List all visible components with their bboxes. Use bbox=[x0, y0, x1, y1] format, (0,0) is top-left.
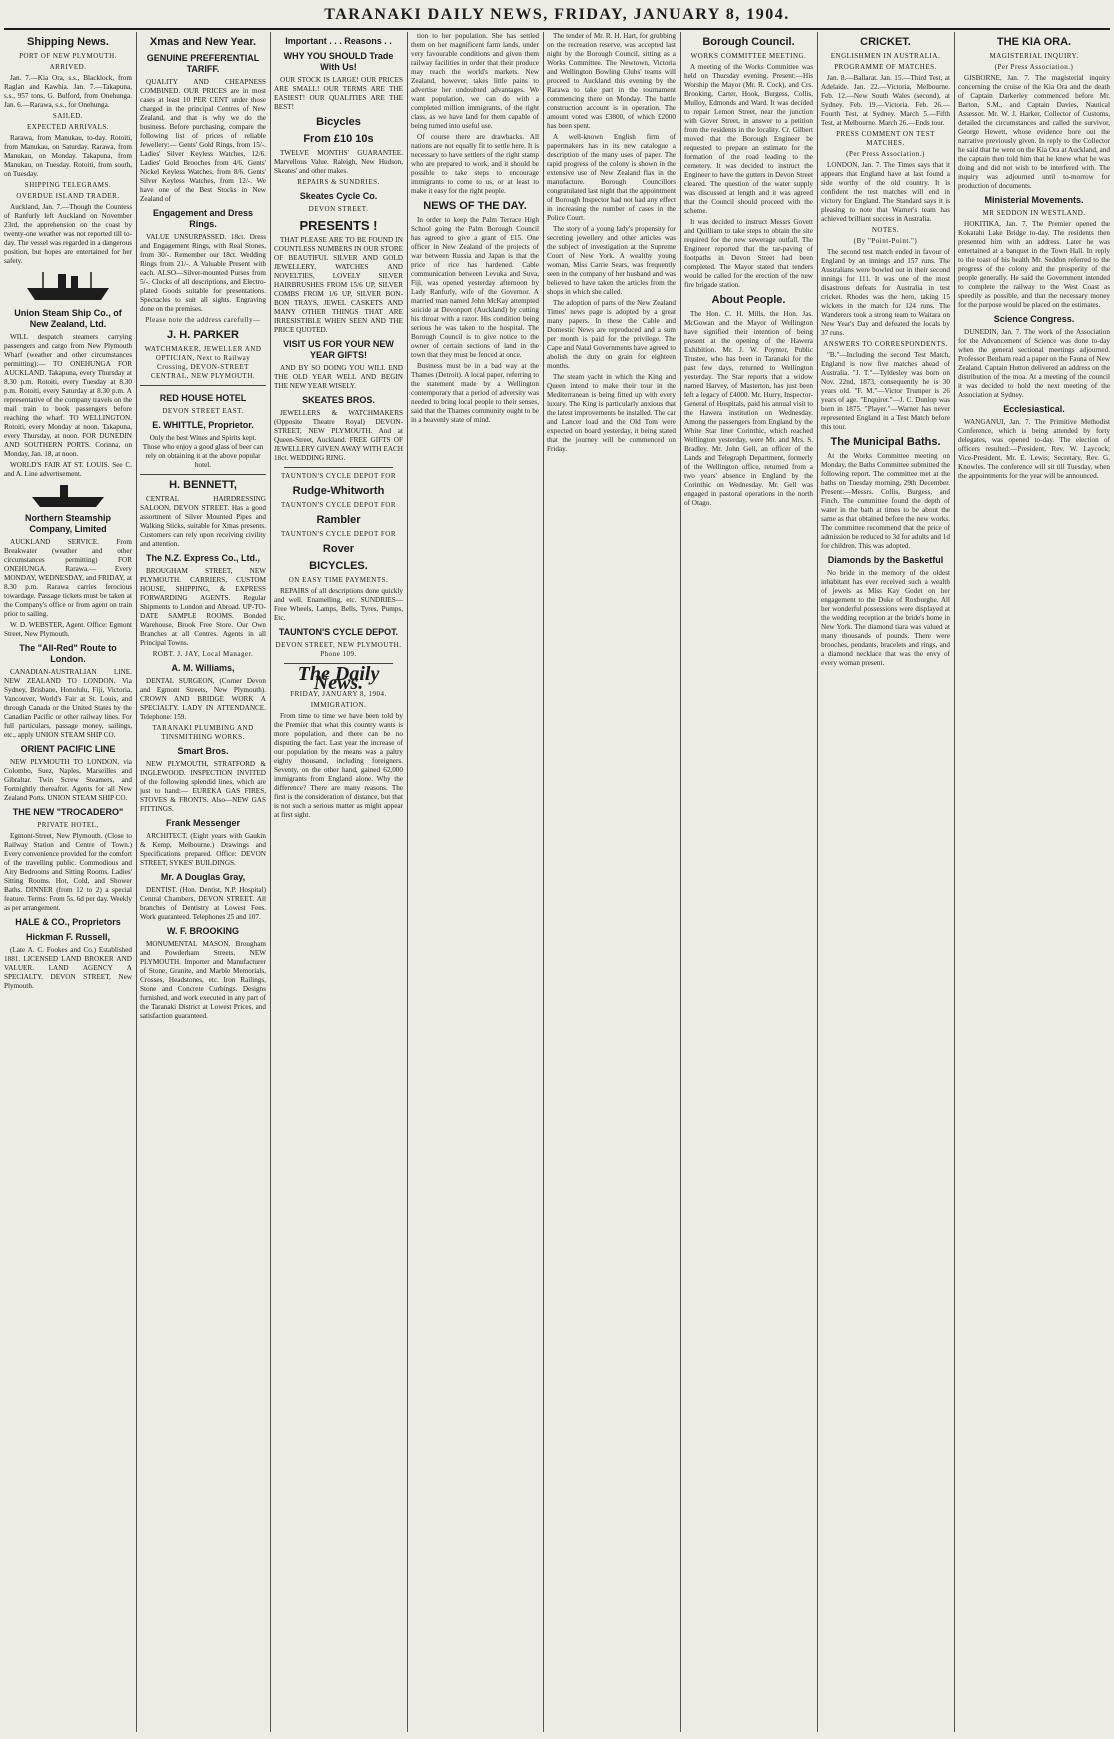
column-8 bbox=[958, 32, 1110, 1732]
all-red-route-heading: The "All-Red" Route to London. bbox=[19, 643, 117, 664]
trade-text: OUR STOCK IS LARGE! OUR PRICES ARE SMALL! OUR TERMS ARE THE EASIEST! OUR QUALITIES ARE THE BEST! bbox=[274, 76, 403, 111]
column-2 bbox=[140, 32, 266, 1732]
overdue-heading: OVERDUE ISLAND TRADER. bbox=[16, 192, 120, 200]
tauntons-text: DEVON STREET, NEW PLYMOUTH. Phone 109. bbox=[275, 641, 402, 658]
shipping-heading: Shipping News. bbox=[27, 36, 109, 48]
news-text: The story of a young lady's propensity for secreting jewellery and other articles was the subject of investigation at the Supreme Court of New York. A wealthy young woman, Miss Carrie Sears, was frequently seen in the company of her husband and was believed to have taken the articles from the shops in which she called. bbox=[547, 225, 676, 296]
column-rule bbox=[270, 32, 271, 1732]
hickman-text: (Late A. C. Fookes and Co.) Established 1881. LICENSED LAND BROKER AND VALUER. LAND AGENCY A SPECIALTY. DEVON STREET, New Plymouth. bbox=[4, 946, 132, 990]
smart-bros-text: NEW PLYMOUTH, STRATFORD & INGLEWOOD. INSPECTION INVITED of the following splendid lines, which are just to hand:— EUREKA GAS FIRES, STOVES & FRONTS. Also—NEW GAS FITTINGS. bbox=[140, 760, 266, 813]
important-reasons-heading: Important . . . Reasons . . bbox=[285, 36, 392, 46]
orient-pacific-text: NEW PLYMOUTH TO LONDON, via Colombo, Suez, Naples, Marseilles and Gibraltar. Twin Screw Steamers, and Fortnightly thereafter. Agents for all New Zealand Ports. UNION STEAM SHIP CO. bbox=[4, 758, 132, 802]
ministerial-sub: MR SEDDON IN WESTLAND. bbox=[982, 209, 1086, 217]
divider bbox=[284, 467, 393, 468]
column-rule bbox=[680, 32, 681, 1732]
trocadero-heading: THE NEW "TROCADERO" bbox=[12, 807, 124, 817]
borough-council-sub: WORKS COMMITTEE MEETING. bbox=[690, 52, 807, 60]
cricket-sub: ENGLISHMEN IN AUSTRALIA. bbox=[830, 52, 941, 60]
news-text: A well-known English firm of papermakers has in its new catalogue a description of the many uses of paper. The rapid progress of the colony is shown in the extensive use of New Zealand flax in the manufacture. Borough Councillors congratulated last night that the appointment of Borough Inspector had not had any effect in increasing the number of cases in the Police Court. bbox=[547, 133, 676, 222]
tauntons-for-3: TAUNTON'S CYCLE DEPOT FOR bbox=[280, 530, 397, 538]
tauntons-heading: TAUNTON'S CYCLE DEPOT. bbox=[278, 627, 399, 637]
hale-heading: HALE & CO., Proprietors bbox=[15, 917, 121, 927]
programme-text: Jan. 8.—Ballarat. Jan. 15.—Third Test, at Adelaide. Jan. 22.—Victoria, Melbourne. Feb. 12.—New South Wales (second), at Sydney. Feb. 19.—Victoria. Feb. 26.—Fourth Test, at Sydney. March 5.—Fifth Test, at Melbourne. March 26.—Ends tour. bbox=[821, 74, 950, 127]
all-red-route-text: CANADIAN-AUSTRALIAN LINE. NEW ZEALAND TO LONDON. Via Sydney, Brisbane, Honolulu, Fiji, Victoria, Vancouver, World's Fair at St. Louis, and through Canada or the United States by the Canadian Pacific or other railway lines. For full particulars, passage money, sailings, etc., apply UNION STEAM SHIP CO. bbox=[4, 668, 132, 739]
arrived-text: Jan. 7.—Kia Ora, s.s., Blacklock, from Raglan and Kawhia. Jan. 7.—Takapuna, s.s., 957 tons, G. Bulford, from Onehunga. Jan. 6.—Rarawa, s.s., for Onehunga. bbox=[4, 74, 132, 109]
kia-ora-heading: THE KIA ORA. bbox=[996, 36, 1072, 48]
immigration-heading: IMMIGRATION. bbox=[310, 701, 367, 709]
xmas-text: QUALITY AND CHEAPNESS COMBINED. OUR PRICES are in most cases at least 10 PER CENT under those charged in the principal Centres of New Zealand, and that is why we do the business. Before purchasing, compare the following list of prices of reliable Jewellery:— Gents' Gold Rings, from 15/-. Ladies' Silver Keyless Watches, 12/6. Ladies' Gold Brooches from 4/6. Gents' Nickel Keyless Watches, from 8/6. Gents' Silver Keyless Watches, from 12/-. We have one of the Best Stocks in New Zealand of bbox=[140, 78, 266, 203]
bennett-heading: H. BENNETT, bbox=[169, 479, 237, 491]
answers-text: "B."—Including the second Test Match, England is now five matches ahead of Australia. "J. T."—Tyldesley was born on Nov. 22nd, 1873, consequently he is 30 years old. "F. M."—Victor Trumper is 26 years of age. "Enquirer."—J. C. Dunlop was born in 1875. "Player."—Warner has never represented England in a Test Match before this tour. bbox=[821, 351, 950, 431]
news-text: Business must be in a bad way at the Thames (Detroit). A local paper, referring to the statement made by a Wellington contemporary that a period of adversity was needed to bring local people to their senses, said that the Thames community ought to be in a heavenly state of mind. bbox=[411, 362, 539, 424]
red-house-heading: RED HOUSE HOTEL bbox=[159, 393, 247, 403]
ecclesiastical-heading: Ecclesiastical. bbox=[1003, 404, 1065, 414]
sailed-label: SAILED. bbox=[52, 112, 84, 120]
cricket-text: LONDON, Jan. 7. The Times says that it appears that England have at last found a side worthy of the old country. It is confident the test matches will end in victory for England. The Standard says it is pleasing to note that Warner's team has achieved brilliant success in Australia. bbox=[821, 161, 950, 223]
kia-ora-sub: MAGISTERIAL INQUIRY. bbox=[989, 52, 1079, 60]
xmas-heading: Xmas and New Year. bbox=[149, 36, 257, 48]
notes-sub: (By "Point-Point.") bbox=[853, 237, 918, 245]
borough-text: A meeting of the Works Committee was held on Thursday evening. Present:—His Worship the Mayor (Mr. R. Cock), and Crs. Brooking, Carter, Hook, Burgess, Collis, Mulloy, Edmonds and Ward. It was decided to repair Lemon Street, near the junction with Gover Street, in answer to a petition from the residents in the locality. Cr. Gilbert moved that the Borough Engineer be requested to prepare an estimate for the formation of the road leading to the cemetery. It was decided to instruct the Engineer to have the gutters in Devon Street cleared. The question of the water supply was discussed at length and it was agreed that the Council should proceed with the scheme. bbox=[684, 63, 813, 215]
immigration-text: From time to time we have been told by the Premier that what this country wants is more population, and there can be no disputing the fact. Last year the increase of our population by the means was a paltry eighty thousand, including foreigners. Seventy, on the other hand, gained 62,000 immigrants from England alone. Why the difference? There are many reasons. The first is the consideration of distance, but that is not such a serious matter as might appear at first sight. bbox=[274, 712, 403, 819]
red-house-sub: DEVON STREET EAST. bbox=[162, 407, 244, 415]
whittle-text: Only the best Wines and Spirits kept. Those who enjoy a good glass of beer can rely on obtaining it at the above popular hotel. bbox=[142, 434, 264, 469]
ecclesiastical-text: WANGANUI, Jan. 7. The Primitive Methodist Conference, which is being attended by forty delegates, was opened to-day. The election of officers resulted:—President, Rev. W. Laycock; Vice-President, Mr. E. Lewis; Secretary, Rev. G. Knowles. The conference will sit till Tuesday, when the appointments for the year will be announced. bbox=[958, 418, 1110, 480]
easy-payments: ON EASY TIME PAYMENTS. bbox=[288, 576, 389, 584]
rover-heading: Rover bbox=[322, 543, 355, 555]
gray-heading: Mr. A Douglas Gray, bbox=[160, 872, 246, 882]
visit-text: AND BY SO DOING YOU WILL END THE OLD YEAR WELL AND BEGIN THE NEW YEAR WISELY. bbox=[274, 364, 403, 390]
trocadero-text: Egmont-Street, New Plymouth. (Close to Railway Station and Centre of Town.) Every convenience provided for the comfort of the travelling public. Commodious and Airy Bedrooms and Sitting Rooms. Ladies' Sitting Rooms. Hot, Cold, and Shower Baths. DINNER (from 12 to 2) a special feature. Terms: From 5s. 6d per day. Weekly as per arrangement. bbox=[4, 832, 132, 912]
column-rule bbox=[817, 32, 818, 1732]
telegrams-label: SHIPPING TELEGRAMS. bbox=[24, 181, 112, 189]
skeates-cycle-heading: Skeates Cycle Co. bbox=[299, 191, 378, 201]
ministerial-heading: Ministerial Movements. bbox=[984, 195, 1084, 205]
skeates-bros-text: JEWELLERS & WATCHMAKERS (Opposite Theatre Royal) DEVON-STREET, NEW PLYMOUTH. And at Queen-Street, Auckland. FREE GIFTS OF JEWELLERY GIVEN AWAY WITH EACH 18ct. WEDDING RING. bbox=[274, 409, 403, 462]
easy-text: REPAIRS of all descriptions done quickly and well. Enamelling, etc. SUNDRIES—Free Wheels, Lamps, Bells, Tyres, Pumps, Etc. bbox=[274, 587, 403, 622]
ministerial-text: HOKITIKA, Jan. 7. The Premier opened the Kokatahi Lake Bridge to-day. The residents then presented him with an address. Later he was entertained at a banquet in the Town Hall. In reply to the toast of his health Mr. Seddon referred to the progress of the colony and the prosperity of the people generally. He said the Government intended to complete the railway to the West Coast as speedily as possible, and that the necessary money for the purpose would be placed on the estimates. bbox=[958, 220, 1110, 309]
brooking-heading: W. F. BROOKING bbox=[167, 926, 239, 936]
municipal-baths-text: At the Works Committee meeting on Monday, the Baths Committee submitted the following report. The committee met at the baths on Tuesday morning, 29th December. Present:—Messrs. Collis, Burgess, and Finch. The committee found the depth of water in the bath at times to be about the same as that obtained before the new works. The committee recommend that the price of admission be reduced to 3d for adults and 1d for children. This was adopted. bbox=[821, 452, 950, 550]
science-congress-text: DUNEDIN, Jan. 7. The work of the Association for the Advancement of Science was done to-day when the general sectional meetings adjourned. Professor Benham read a paper on the Fauna of New Zealand. Captain Hutton delivered an address on the distribution of the moa. At a meeting of the council it was decided to hold the next meeting of the Association at Sydney. bbox=[958, 328, 1110, 399]
notes-text: The second test match ended in favour of England by an innings and 157 runs. The Australians were bowled out in their second innings for 111. It was one of the most disastrous defeats for Australia in test cricket. Rhodes was the hero, taking 15 wickets in the match for 124 runs. The Wanderers took a strong team to Waitara on New Year's Day and defeated the locals by 37 runs. bbox=[821, 248, 950, 337]
steamship-icon bbox=[28, 483, 108, 509]
repairs-label: REPAIRS & SUNDRIES. bbox=[297, 178, 380, 186]
news-text: In order to keep the Palm Terrace High School going the Palm Borough Council has agreed to give a grant of £15. One officer in New Zealand of the projects of war between Russia and Japan is that the price of rice has hardened. Cable communication between Levuka and Suva, Fiji, was opened yesterday afternoon by Lady Ranfurly, wife of the Governor. A married man named John McKay attempted suicide at Devonport (Auckland) by cutting his throat with a razor. His condition being serious he was taken to the hospital. The Borough Council is to give notice to the owner of certain sections of land in the town that they must be fenced at once. bbox=[411, 216, 539, 359]
worlds-fair-text: WORLD'S FAIR AT ST. LOUIS. See C. and A. Line advertisement. bbox=[4, 461, 132, 478]
parker-text: WATCHMAKER, JEWELLER AND OPTICIAN, Next to Railway Crossing, DEVON-STREET CENTRAL, NEW PLYMOUTH. bbox=[144, 345, 262, 380]
bicycles-text: TWELVE MONTHS' GUARANTEE. Marvellous Value. Raleigh, New Hudson, Skeates' and other makes. bbox=[274, 149, 403, 175]
programme-heading: PROGRAMME OF MATCHES. bbox=[834, 63, 937, 71]
visit-heading: VISIT US FOR YOUR NEW YEAR GIFTS! bbox=[283, 339, 394, 360]
skeates-cycle-sub: DEVON STREET. bbox=[308, 205, 369, 213]
column-5 bbox=[547, 32, 676, 1732]
engagement-text: VALUE UNSURPASSED. 18ct. Dress and Engagement Rings, with Real Stones, from 30/-. Remember our 18ct. Wedding Rings from 21/-. A Valuable Present with each. ALSO—Silver-mounted Purses from 5/-. Clocks of all descriptions, and Electro-plated Goods suitable for presentations. Spectacles to suit all sights. Engraving done on the premises. bbox=[140, 233, 266, 313]
column-6 bbox=[684, 32, 813, 1732]
engagement-heading: Engagement and Dress Rings. bbox=[152, 208, 254, 229]
municipal-baths-heading: The Municipal Baths. bbox=[830, 436, 941, 448]
news-text: The adoption of parts of the New Zealand Times' news page is adopted by a great many papers. In these the Cable and Domestic News are reproduced and a sum per month is paid for the privilege. The Cape and Natal Governments have agreed to abolish the duty on grain for eighteen months. bbox=[547, 299, 676, 370]
hickman-heading: Hickman F. Russell, bbox=[25, 932, 111, 942]
science-congress-heading: Science Congress. bbox=[993, 314, 1075, 324]
northern-agent: W. D. WEBSTER, Agent. Office: Egmont Street, New Plymouth. bbox=[4, 621, 132, 638]
arrived-label: ARRIVED. bbox=[49, 63, 87, 71]
diamonds-text: No bride in the memory of the oldest inhabitant has ever received such a wealth of jewels as Miss Kay Godet on her engagement to the Duke of Roxburghe. All her wonderful possessions were displayed at the wedding reception at the bride's home in New York. The diamond tiara was valued at many thousands of pounds. There were brooches, pendants, bracelets and rings, and a diamond necklace that was the envy of every woman present. bbox=[821, 569, 950, 667]
trade-heading: WHY YOU SHOULD Trade With Us! bbox=[283, 51, 394, 72]
williams-heading: A. M. Williams, bbox=[171, 663, 235, 673]
bennett-text: CENTRAL HAIRDRESSING SALOON, DEVON STREET. Has a good assortment of Silver Mounted Pipes and Walking Sticks, suitable for Xmas presents. Customers can rely upon receiving civility and attention. bbox=[140, 495, 266, 548]
parker-heading: J. H. PARKER bbox=[167, 329, 239, 341]
kia-ora-text: GISBORNE, Jan. 7. The magisterial inquiry concerning the cruise of the Kia Ora and the death of Captain Darkerley commenced before Mr. Barton, S.M., and Captain Davies, Nautical Assessor. Mr. W. J. Harker, Collector of Customs, detailed the circumstances and called the survivor, George Hewett, whose evidence bore out the narrative previously given. In reply to the Collector he said that he went on the Kia Ora at Auckland, and the captain then told him that he knew what he was doing and did not wish to be interfered with. The inquiry was adjourned until to-morrow for production of documents. bbox=[958, 74, 1110, 190]
column-3 bbox=[274, 32, 403, 1732]
about-people-heading: About People. bbox=[711, 294, 786, 306]
answers-heading: ANSWERS TO CORRESPONDENTS. bbox=[823, 340, 948, 348]
trocadero-sub: PRIVATE HOTEL, bbox=[37, 821, 99, 829]
news-text: The tender of Mr. R. H. Hart, for grubbing on the recreation reserve, was accepted last night by the Borough Council, sitting as a Works Committee. The Newtown, Victoria and Wellington Bowling Clubs' teams will proceed to Auckland this evening by the Rarawa to take part in the tournament commencing there on Monday. The battle construction account is in operation. The amount voted was £3800, of which £2000 has been spent. bbox=[547, 32, 676, 130]
tauntons-for-1: TAUNTON'S CYCLE DEPOT FOR bbox=[280, 472, 397, 480]
borough-text: It was decided to instruct Messrs Govett and Quilliam to take steps to obtain the site required for the new sewerage outfall. The Engineer reported that the tar-paving of footpaths in Devon Street had been completed. The Mayor stated that tenders would be called for the erection of the new fire brigade station. bbox=[684, 218, 813, 289]
paper-title: The Daily News. bbox=[297, 663, 380, 694]
editorial-text: tion to her population. She has settled them on her magnificent farm lands, under very favourable conditions and given them railway facilities in order that their produce may reach the world's markets. New Zealand, however, takes little pains to advertise her undoubted advantages. We want population, we can do with a completed million immigrants, of the right class, as we have land for them capable of being turned into useful use. bbox=[411, 32, 539, 130]
presents-heading: PRESENTS ! bbox=[299, 218, 378, 233]
nz-express-heading: The N.Z. Express Co., Ltd., bbox=[145, 553, 261, 563]
column-rule bbox=[954, 32, 955, 1732]
red-house-ad bbox=[140, 385, 266, 475]
whittle-heading: E. WHITTLE, Proprietor. bbox=[152, 420, 254, 430]
column-4 bbox=[411, 32, 539, 1732]
union-steamship-text: WILL despatch steamers carrying passengers and cargo from New Plymouth Wharf (weather and other circumstances permitting):— TO ONEHUNGA FOR AUCKLAND. Takapuna, every Thursday at 8.30 p.m. Rotoiti, every Tuesday at 8.30 p.m. Rotoiti, every Saturday at 8.30 p.m. A representative of the company travels on the mail train to book passengers before reaching the wharf. TO WELLINGTON. Rotoiti, every Monday at noon. Takapuna, every Thursday, at noon. FOR DUNEDIN AND SOUTHERN PORTS. Corinna, on Monday, Jan. 18, at noon. bbox=[4, 333, 132, 458]
plumbing-text: TARANAKI PLUMBING AND TINSMITHING WORKS. bbox=[152, 724, 254, 741]
presents-text: THAT PLEASE ARE TO BE FOUND IN COUNTLESS NUMBERS IN OUR STORE OF BEAUTIFUL SILVER AND GOLD JEWELLERY, WATCHES AND NOVELTIES, LOVELY SILVER HAIRBRUSHES FROM 15/6 UP, SILVER COMBS FROM 1/6 UP, SILVER BON-BON TRAYS, JEWEL CASKETS AND MANY OTHER THINGS THAT ARE IRRESISTIBLE WHEN SEEN AND THE PRICE QUOTED. bbox=[274, 236, 403, 334]
xmas-sub: GENUINE PREFERENTIAL TARIFF. bbox=[146, 53, 260, 74]
column-1 bbox=[4, 32, 132, 1732]
northern-steamship-heading: Northern Steamship Company, Limited bbox=[24, 513, 111, 534]
nz-express-text: BROUGHAM STREET, NEW PLYMOUTH. CARRIERS, CUSTOM HOUSE, SHIPPING, & EXPRESS FORWARDING AGENTS. Regular Shipments to London and Abroad. UP-TO-DATE SAMPLE ROOMS. Bonded Warehouse, Brook Free Store. Our Own Branches at all Centres. Agents in all Principal Towns. bbox=[140, 567, 266, 647]
brooking-text: MONUMENTAL MASON, Brougham and Powderham Streets, NEW PLYMOUTH. Importer and Manufacturer of Stone, Granite, and Marble Memorials, Crosses, Headstones, etc. Iron Railings, Stone and Concrete Curbings. Designs furnished, and work executed in any part of the Taranaki District at Lowest Prices, and satisfaction guaranteed. bbox=[140, 940, 266, 1020]
editorial-text: Of course there are drawbacks. All nations are not equally fit to settle here. It is necessary to have settlers of the right stamp who are prepared to work, and it should be possible to take steps to encourage immigrants to come to us, or at least to make it easy for the right people. bbox=[411, 133, 539, 195]
masthead-rule bbox=[4, 28, 1110, 30]
skeates-bros-heading: SKEATES BROS. bbox=[302, 395, 375, 405]
smart-bros-heading: Smart Bros. bbox=[177, 746, 229, 756]
bicycles-heading: Bicycles bbox=[316, 116, 361, 128]
diamonds-heading: Diamonds by the Basketful bbox=[827, 555, 944, 565]
port-line: PORT OF NEW PLYMOUTH. bbox=[19, 52, 117, 60]
notes-heading: NOTES. bbox=[871, 226, 900, 234]
column-rule bbox=[543, 32, 544, 1732]
rambler-heading: Rambler bbox=[316, 514, 361, 526]
cricket-heading: CRICKET. bbox=[860, 36, 911, 48]
messenger-text: ARCHITECT. (Eight years with Gaukin & Kemp, Melbourne.) Drawings and Specifications prepared. Office: DEVON STREET, SYKES' BUILDINGS. bbox=[140, 832, 266, 867]
steamship-icon bbox=[23, 270, 113, 304]
bicycles-price: From £10 10s bbox=[303, 133, 374, 145]
williams-text: DENTAL SURGEON, (Corner Devon and Egmont Streets, New Plymouth). CROWN AND BRIDGE WORK A SPECIALTY. LADY IN ATTENDANCE. Telephone: 159. bbox=[140, 677, 266, 721]
press-assoc: (Per Press Association.) bbox=[846, 150, 925, 158]
nz-express-agent: ROBT. J. JAY, Local Manager. bbox=[152, 650, 254, 658]
borough-council-heading: Borough Council. bbox=[702, 36, 795, 48]
bicycles-2-heading: BICYCLES. bbox=[309, 560, 368, 572]
masthead: TARANAKI DAILY NEWS, FRIDAY, JANUARY 8, 1904. bbox=[324, 6, 790, 23]
news-text: The steam yacht in which the King and Queen intend to make their tour in the Mediterranean is being fitted up with every luxury. The King is particularly anxious that the latest improvements be installed. The car and Lancer load and the Old Tom were expected on board yesterday, it being stated that the journey will be commenced on Friday. bbox=[547, 373, 676, 453]
orient-pacific-heading: ORIENT PACIFIC LINE bbox=[20, 744, 116, 754]
expected-text: Rarawa, from Manukau, to-day. Rotoiti, from Manukau, on Saturday. Rarawa, from Manukau, on Monday. Takapuna, from Manukau, on Tuesday. Rotoiti, from south, on Tuesday. bbox=[4, 134, 132, 178]
messenger-heading: Frank Messenger bbox=[165, 818, 241, 828]
tauntons-for-2: TAUNTON'S CYCLE DEPOT FOR bbox=[280, 501, 397, 509]
expected-label: EXPECTED ARRIVALS. bbox=[27, 123, 109, 131]
gray-text: DENTIST. (Hon. Dentist, N.P. Hospital) Central Chambers, DEVON STREET. All branches of Dentistry at Lowest Fees. Work guaranteed. Telephones 25 and 107. bbox=[140, 886, 266, 921]
about-people-text: The Hon. C. H. Mills, the Hon. Jas. McGowan and the Mayor of Wellington have signified their intention of being present at the opening of the Hawera Exhibition. Mr. J. W. Poynter, Public Trustee, who has been in Taranaki for the past few days, returned to Wellington yesterday. The Star reports that a widow named Harvey, of Masterton, has just been left a legacy of £4000. Mr. Hurry, Inspector-General of Hospitals, paid his annual visit to the Hawera institution on Wednesday. Among the passengers from England by the White Star liner Corinthic, which reached Wellington yesterday, were Mr. and Mrs. S. Bradley. Mr. John Gell, an officer of the Lands and Telegraph Department, formerly of the Wellington office, returned from a two years' absence in England by the Corinthic on Wednesday. Mr. Gell was engaged in pastoral operations in the north of Otago. bbox=[684, 310, 813, 507]
paper-dateline: FRIDAY, JANUARY 8, 1904. bbox=[290, 690, 387, 698]
press-assoc: (Per Press Association.) bbox=[994, 63, 1074, 71]
overdue-text: Auckland, Jan. 7.—Though the Countess of Ranfurly left Auckland on November 23rd, the apprehension on the coast by twenty-one weather was not reported till to-day. The vessel was regarded in a dangerous position, but hopes are entertained for her safety. bbox=[4, 203, 132, 265]
press-comment-heading: PRESS COMMENT ON TEST MATCHES. bbox=[836, 130, 935, 147]
column-rule bbox=[407, 32, 408, 1732]
union-steamship-heading: Union Steam Ship Co., of New Zealand, Ltd. bbox=[14, 308, 122, 329]
parker-note: Please note the address carefully— bbox=[145, 316, 261, 324]
column-7 bbox=[821, 32, 950, 1732]
column-rule bbox=[136, 32, 137, 1732]
northern-steamship-text: AUCKLAND SERVICE. From Breakwater (weather and other circumstances permitting) FOR ONEHUNGA. Rarawa.— Every MONDAY, WEDNESDAY, and FRIDAY, at 8.30 p.m. Rarawa carries ferocious towardage. Passage tickets must be taken at the Company's office or from agent on train prior to sailing. bbox=[4, 538, 132, 618]
rudge-whitworth-heading: Rudge-Whitworth bbox=[292, 485, 385, 497]
news-of-the-day-heading: NEWS OF THE DAY. bbox=[423, 200, 527, 212]
